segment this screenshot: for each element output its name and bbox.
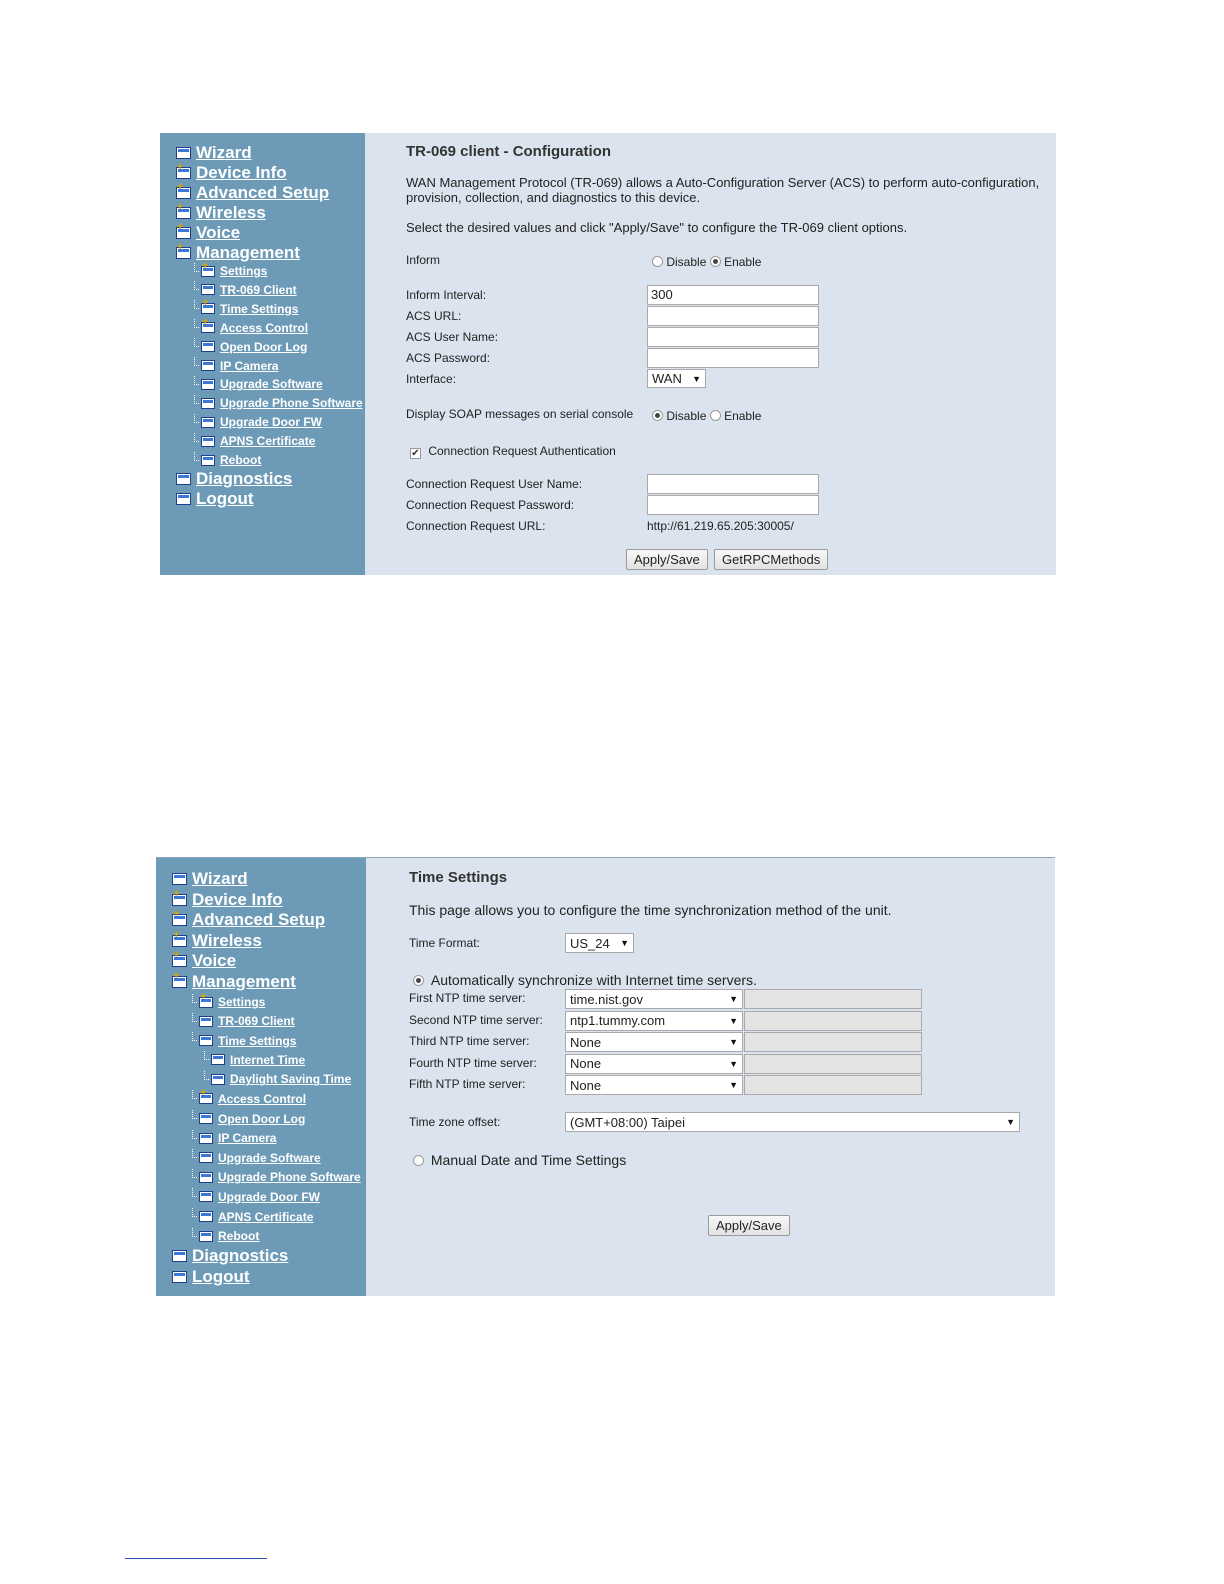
tree-connector bbox=[192, 1149, 197, 1158]
ntp-server-select[interactable] bbox=[565, 1054, 743, 1074]
tree-connector bbox=[204, 1071, 209, 1080]
conn-auth-row bbox=[410, 444, 616, 459]
timezone-select[interactable] bbox=[565, 1112, 1020, 1132]
nav-item-open-door-log[interactable] bbox=[192, 1112, 305, 1126]
interface-select[interactable] bbox=[647, 369, 706, 388]
ntp-server-value: ntp1.tummy.com bbox=[570, 1013, 666, 1029]
nav-label: Upgrade Door FW bbox=[218, 1189, 320, 1204]
folder-icon bbox=[172, 873, 187, 885]
folder-plus-icon bbox=[199, 997, 213, 1008]
nav-item-diagnostics[interactable] bbox=[176, 469, 292, 489]
soap-disable-label: Disable bbox=[666, 409, 707, 423]
nav-label: IP Camera bbox=[218, 1131, 277, 1146]
footnote-divider bbox=[125, 1558, 267, 1559]
nav-item-time-settings[interactable] bbox=[194, 302, 298, 316]
nav-label: Open Door Log bbox=[220, 339, 308, 354]
nav-item-reboot[interactable] bbox=[194, 453, 261, 467]
nav-label: Logout bbox=[196, 489, 254, 508]
ntp-custom-server-input[interactable] bbox=[744, 1075, 922, 1095]
ntp-server-select[interactable] bbox=[565, 1011, 743, 1031]
conn-user-input[interactable] bbox=[647, 474, 819, 494]
nav-item-wizard[interactable] bbox=[172, 869, 248, 889]
nav-item-upgrade-door-fw[interactable] bbox=[194, 415, 322, 429]
folder-plus-icon bbox=[172, 955, 187, 967]
soap-label: Display SOAP messages on serial console bbox=[406, 407, 634, 421]
manual-label: Manual Date and Time Settings bbox=[430, 1152, 627, 1168]
folder-icon bbox=[199, 1172, 213, 1183]
tr069-screenshot bbox=[160, 133, 1056, 575]
conn-url-value: http://61.219.65.205:30005/ bbox=[647, 519, 794, 533]
time-format-value: US_24 bbox=[570, 935, 610, 951]
auto-sync-radio[interactable] bbox=[413, 975, 424, 986]
acs-url-label: ACS URL: bbox=[406, 309, 462, 323]
tree-connector bbox=[194, 414, 199, 423]
manual-row bbox=[413, 1152, 626, 1168]
nav-label: Management bbox=[196, 243, 300, 262]
inform-interval-input[interactable]: 300 bbox=[647, 285, 819, 305]
nav-label: Access Control bbox=[218, 1091, 307, 1106]
folder-icon bbox=[201, 341, 215, 352]
interface-label: Interface: bbox=[406, 372, 457, 386]
nav-label: Voice bbox=[196, 223, 241, 242]
soap-disable-radio[interactable] bbox=[652, 410, 663, 421]
nav-item-tr-069-client[interactable] bbox=[192, 1014, 295, 1028]
nav-item-settings[interactable] bbox=[194, 264, 267, 278]
tree-connector bbox=[194, 452, 199, 461]
nav-item-ip-camera[interactable] bbox=[192, 1131, 276, 1145]
conn-auth-checkbox[interactable]: ✔ bbox=[411, 448, 420, 459]
folder-icon bbox=[199, 1191, 213, 1202]
conn-user-label: Connection Request User Name: bbox=[406, 477, 583, 491]
conn-password-label: Connection Request Password: bbox=[406, 498, 575, 512]
nav-item-reboot[interactable] bbox=[192, 1229, 259, 1243]
nav-label: Wireless bbox=[192, 930, 262, 950]
nav-item-settings[interactable] bbox=[192, 995, 265, 1009]
intro-text: This page allows you to configure the time synchronization method of the unit. bbox=[409, 902, 892, 918]
main-panel bbox=[365, 133, 1056, 575]
nav-item-access-control[interactable] bbox=[192, 1092, 306, 1106]
nav-item-upgrade-door-fw[interactable] bbox=[192, 1190, 320, 1204]
nav-item-upgrade-phone-software[interactable] bbox=[192, 1170, 361, 1184]
folder-plus-icon bbox=[176, 167, 191, 179]
tree-connector bbox=[192, 1208, 197, 1217]
nav-item-logout[interactable] bbox=[172, 1267, 250, 1287]
nav-label: Internet Time bbox=[230, 1052, 306, 1067]
page-title: TR-069 client - Configuration bbox=[406, 143, 612, 160]
chevron-down-icon: ▼ bbox=[620, 938, 629, 948]
nav-item-device-info[interactable] bbox=[172, 890, 283, 910]
intro-text: WAN Management Protocol (TR-069) allows a Auto-Configuration Server (ACS) to perform auto-configuration, provision, collection, and diagnostics to this device. bbox=[406, 175, 1040, 205]
acs-user-label: ACS User Name: bbox=[406, 330, 499, 344]
tree-connector bbox=[194, 319, 199, 328]
folder-icon bbox=[201, 379, 215, 390]
folder-plus-icon bbox=[176, 227, 191, 239]
ntp-server-label: Second NTP time server: bbox=[409, 1012, 543, 1027]
nav-item-upgrade-software[interactable] bbox=[192, 1151, 321, 1165]
tree-connector bbox=[194, 357, 199, 366]
conn-auth-label: Connection Request Authentication bbox=[428, 444, 616, 458]
folder-plus-icon bbox=[201, 266, 215, 277]
tree-connector bbox=[192, 1130, 197, 1139]
folder-icon bbox=[199, 1133, 213, 1144]
tree-connector bbox=[192, 1188, 197, 1197]
nav-item-management[interactable] bbox=[176, 243, 300, 263]
ntp-server-select[interactable] bbox=[565, 1075, 743, 1095]
ntp-custom-server-input[interactable] bbox=[744, 1011, 922, 1031]
folder-icon bbox=[201, 360, 215, 371]
chevron-down-icon: ▼ bbox=[729, 1015, 738, 1026]
tree-connector bbox=[192, 1169, 197, 1178]
nav-item-diagnostics[interactable] bbox=[172, 1246, 288, 1266]
folder-icon bbox=[199, 1113, 213, 1124]
nav-label: Reboot bbox=[220, 453, 262, 467]
nav-label: Diagnostics bbox=[192, 1246, 289, 1265]
tree-connector bbox=[194, 376, 199, 385]
folder-icon bbox=[199, 1231, 213, 1242]
folder-plus-icon bbox=[199, 1093, 213, 1104]
conn-password-input[interactable] bbox=[647, 495, 819, 515]
nav-label: Diagnostics bbox=[196, 469, 293, 488]
time-format-select[interactable] bbox=[565, 933, 634, 953]
sidebar bbox=[160, 133, 365, 575]
nav-label: Logout bbox=[192, 1266, 250, 1286]
page-title: Time Settings bbox=[409, 869, 508, 886]
nav-label: APNS Certificate bbox=[218, 1209, 314, 1224]
folder-plus-icon bbox=[201, 322, 215, 333]
nav-label: TR-069 Client bbox=[220, 282, 297, 297]
acs-password-input[interactable] bbox=[647, 348, 819, 368]
tree-connector bbox=[192, 1032, 197, 1041]
folder-icon bbox=[201, 436, 215, 447]
apply-save-button[interactable]: Apply/Save bbox=[626, 549, 708, 570]
inform-radio-group bbox=[652, 255, 761, 269]
nav-label: Daylight Saving Time bbox=[230, 1072, 352, 1087]
nav-item-tr-069-client[interactable] bbox=[194, 283, 297, 297]
tree-connector bbox=[192, 994, 197, 1003]
ntp-server-label: Third NTP time server: bbox=[409, 1034, 530, 1049]
nav-label: APNS Certificate bbox=[220, 434, 316, 449]
nav-item-advanced-setup[interactable] bbox=[176, 183, 329, 203]
acs-password-label: ACS Password: bbox=[406, 351, 491, 365]
folder-icon bbox=[211, 1054, 225, 1065]
nav-label: Reboot bbox=[218, 1229, 260, 1244]
ntp-server-label: Fifth NTP time server: bbox=[409, 1077, 526, 1092]
timezone-label: Time zone offset: bbox=[409, 1115, 501, 1129]
folder-icon bbox=[176, 147, 191, 159]
folder-icon bbox=[172, 1271, 187, 1283]
apply-save-button[interactable]: Apply/Save bbox=[708, 1215, 790, 1236]
tree-connector bbox=[194, 433, 199, 442]
folder-icon bbox=[201, 398, 215, 409]
nav-label: Advanced Setup bbox=[192, 910, 326, 930]
soap-enable-label: Enable bbox=[724, 409, 762, 423]
chevron-down-icon: ▼ bbox=[729, 1058, 738, 1069]
auto-sync-row bbox=[413, 972, 757, 988]
inform-label: Inform bbox=[406, 253, 441, 267]
tree-connector bbox=[194, 281, 199, 290]
nav-item-wireless[interactable] bbox=[172, 931, 262, 951]
folder-plus-icon bbox=[172, 894, 187, 906]
nav-item-wireless[interactable] bbox=[176, 203, 266, 223]
nav-label: IP Camera bbox=[220, 358, 279, 373]
nav-label: TR-069 Client bbox=[218, 1014, 295, 1029]
chevron-down-icon: ▼ bbox=[692, 373, 701, 384]
folder-icon bbox=[211, 1074, 225, 1085]
nav-label: Management bbox=[192, 972, 296, 991]
nav-item-upgrade-software[interactable] bbox=[194, 377, 323, 391]
nav-item-daylight-saving-time[interactable] bbox=[204, 1072, 351, 1086]
inform-disable-label: Disable bbox=[666, 255, 707, 269]
nav-label: Time Settings bbox=[220, 301, 299, 316]
auto-sync-label: Automatically synchronize with Internet time servers. bbox=[430, 972, 757, 988]
nav-label: Wizard bbox=[196, 143, 252, 162]
tree-connector bbox=[194, 338, 199, 347]
tree-connector bbox=[194, 300, 199, 309]
inform-enable-label: Enable bbox=[724, 255, 762, 269]
folder-plus-icon bbox=[176, 187, 191, 199]
soap-radio-group bbox=[652, 409, 761, 423]
nav-item-upgrade-phone-software[interactable] bbox=[194, 396, 363, 410]
ntp-server-value: None bbox=[570, 1077, 602, 1093]
inform-enable-radio[interactable] bbox=[710, 256, 721, 267]
nav-item-ip-camera[interactable] bbox=[194, 359, 278, 373]
chevron-down-icon: ▼ bbox=[1006, 1117, 1015, 1127]
ntp-custom-server-input[interactable] bbox=[744, 1054, 922, 1074]
timezone-value: (GMT+08:00) Taipei bbox=[570, 1114, 686, 1130]
folder-icon bbox=[176, 473, 191, 485]
tree-connector bbox=[194, 263, 199, 272]
ntp-server-value: None bbox=[570, 1056, 602, 1072]
nav-item-device-info[interactable] bbox=[176, 163, 287, 183]
tree-connector bbox=[192, 1090, 197, 1099]
folder-plus-icon bbox=[172, 914, 187, 926]
nav-label: Upgrade Phone Software bbox=[220, 396, 363, 411]
tree-connector bbox=[192, 1228, 197, 1237]
conn-url-label: Connection Request URL: bbox=[406, 519, 546, 533]
nav-item-apns-certificate[interactable] bbox=[192, 1210, 313, 1224]
chevron-down-icon: ▼ bbox=[729, 994, 738, 1004]
folder-icon bbox=[199, 1211, 213, 1222]
nav-label: Advanced Setup bbox=[196, 183, 330, 202]
folder-plus-icon bbox=[176, 207, 191, 219]
nav-label: Settings bbox=[220, 264, 268, 278]
tree-connector bbox=[194, 395, 199, 404]
instructions-text: Select the desired values and click "Apply/Save" to configure the TR-069 client options. bbox=[406, 220, 908, 235]
nav-item-access-control[interactable] bbox=[194, 321, 308, 335]
ntp-server-label: First NTP time server: bbox=[409, 991, 526, 1005]
inform-disable-radio[interactable] bbox=[652, 256, 663, 267]
ntp-server-label: Fourth NTP time server: bbox=[409, 1055, 537, 1070]
folder-plus-icon bbox=[172, 976, 187, 988]
nav-label: Access Control bbox=[220, 320, 309, 335]
folder-icon bbox=[176, 493, 191, 505]
nav-item-management[interactable] bbox=[172, 972, 296, 992]
folder-icon bbox=[199, 1016, 213, 1027]
nav-label: Upgrade Software bbox=[220, 377, 323, 392]
folder-icon bbox=[201, 284, 215, 295]
nav-item-voice[interactable] bbox=[172, 951, 236, 971]
ntp-custom-server-input[interactable] bbox=[744, 1032, 922, 1052]
nav-label: Upgrade Software bbox=[218, 1150, 321, 1165]
folder-icon bbox=[199, 1035, 213, 1046]
folder-icon bbox=[199, 1152, 213, 1163]
tree-connector bbox=[204, 1051, 209, 1060]
nav-label: Device Info bbox=[192, 889, 283, 909]
folder-icon bbox=[201, 417, 215, 428]
nav-item-voice[interactable] bbox=[176, 223, 240, 243]
nav-item-internet-time[interactable] bbox=[204, 1053, 305, 1067]
time-format-label: Time Format: bbox=[409, 936, 480, 950]
ntp-server-value: time.nist.gov bbox=[570, 991, 643, 1007]
interface-value: WAN bbox=[652, 371, 682, 386]
folder-plus-icon bbox=[172, 935, 187, 947]
chevron-down-icon: ▼ bbox=[729, 1080, 738, 1091]
nav-item-time-settings[interactable] bbox=[192, 1034, 296, 1048]
nav-item-logout[interactable] bbox=[176, 489, 254, 509]
chevron-down-icon: ▼ bbox=[729, 1037, 738, 1048]
nav-label: Wireless bbox=[196, 203, 266, 222]
inform-interval-label: Inform Interval: bbox=[406, 288, 487, 302]
main-panel bbox=[366, 858, 1055, 1296]
nav-label: Wizard bbox=[192, 869, 248, 888]
folder-plus-icon bbox=[176, 247, 191, 259]
ntp-custom-server-input[interactable] bbox=[744, 989, 922, 1009]
acs-url-input[interactable] bbox=[647, 306, 819, 326]
folder-icon bbox=[172, 1250, 187, 1262]
nav-label: Time Settings bbox=[218, 1033, 297, 1048]
tree-connector bbox=[192, 1110, 197, 1119]
ntp-server-value: None bbox=[570, 1034, 602, 1050]
nav-item-apns-certificate[interactable] bbox=[194, 434, 315, 448]
get-rpc-methods-button[interactable]: GetRPCMethods bbox=[714, 549, 828, 570]
ntp-server-select[interactable] bbox=[565, 989, 743, 1009]
nav-label: Voice bbox=[192, 951, 237, 971]
nav-label: Upgrade Phone Software bbox=[218, 1170, 361, 1185]
manual-radio[interactable] bbox=[413, 1155, 424, 1166]
ntp-server-select[interactable] bbox=[565, 1032, 743, 1052]
nav-item-open-door-log[interactable] bbox=[194, 340, 307, 354]
nav-item-advanced-setup[interactable] bbox=[172, 910, 325, 930]
acs-user-input[interactable] bbox=[647, 327, 819, 347]
tree-connector bbox=[192, 1013, 197, 1022]
nav-label: Open Door Log bbox=[218, 1111, 306, 1126]
sidebar bbox=[156, 858, 366, 1296]
time-settings-screenshot bbox=[156, 857, 1055, 1296]
nav-label: Upgrade Door FW bbox=[220, 415, 322, 430]
nav-item-wizard[interactable] bbox=[176, 143, 252, 163]
folder-icon bbox=[201, 455, 215, 466]
folder-plus-icon bbox=[201, 303, 215, 314]
nav-label: Settings bbox=[218, 995, 266, 1009]
nav-label: Device Info bbox=[196, 163, 287, 182]
soap-enable-radio[interactable] bbox=[710, 410, 721, 421]
